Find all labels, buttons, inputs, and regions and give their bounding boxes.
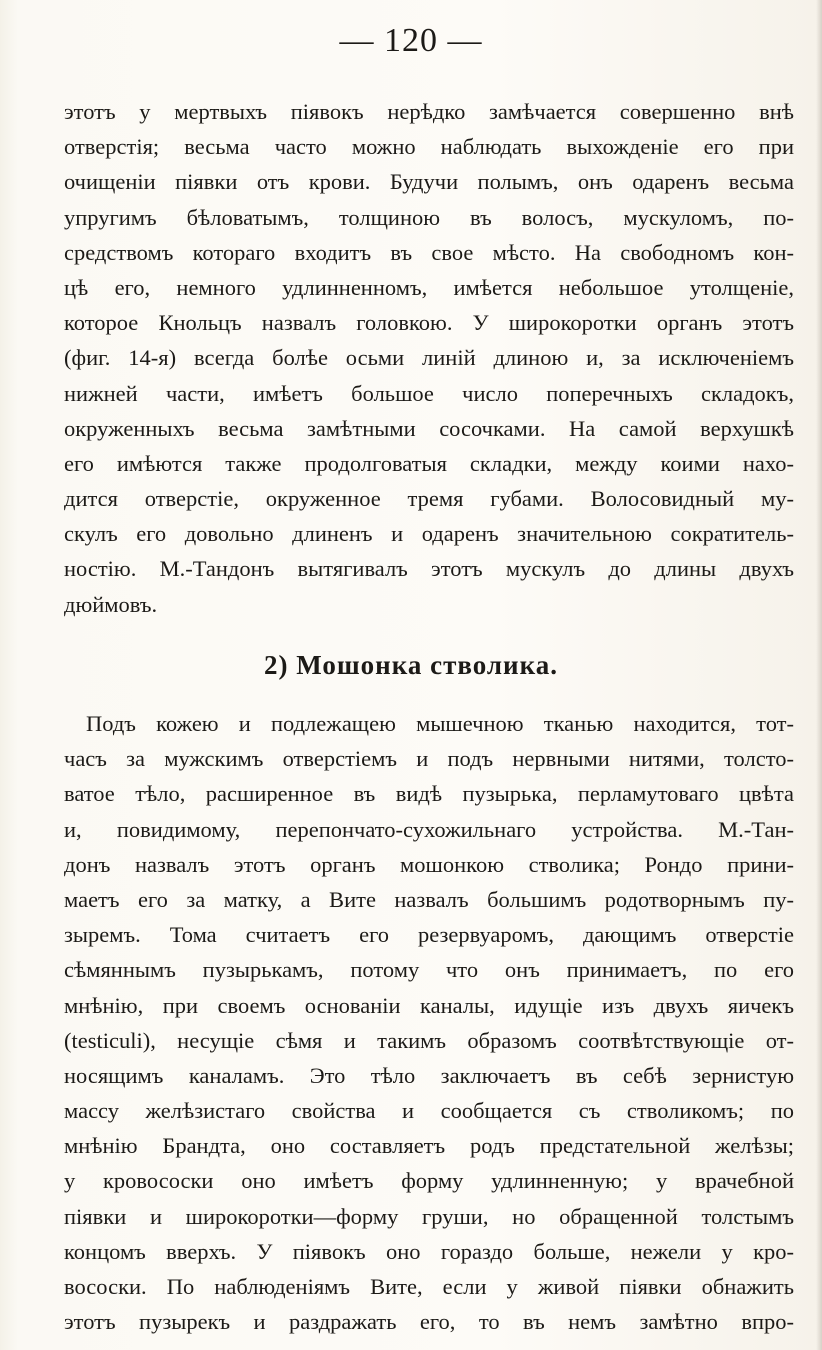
text-line: очищеніи піявки отъ крови. Будучи полымъ, онъ одаренъ весьма (64, 169, 794, 195)
text-line: ностію. М.-Тандонъ вытягивалъ этотъ мускулъ до длины двухъ (64, 556, 794, 582)
page-number-header: — 120 — (339, 22, 483, 59)
text-line: носящимъ каналамъ. Это тѣло заключаетъ въ себѣ зернистую (64, 1062, 794, 1088)
paragraph-1 (64, 94, 794, 622)
text-line: средствомъ котораго входитъ въ свое мѣсто. На свободномъ кон- (64, 239, 794, 265)
section-heading: 2) Мошонка стволика. (263, 650, 558, 680)
text-line: этотъ у мертвыхъ піявокъ нерѣдко замѣчается совершенно внѣ (64, 99, 794, 124)
text-line: (фиг. 14-я) всегда болѣе осьми линій длиною и, за исключеніемъ (64, 345, 794, 371)
text-line: этотъ пузырекъ и раздражать его, то въ немъ замѣтно впро- (64, 1309, 794, 1335)
text-line: которое Кнольцъ назвалъ головкою. У широкоротки органъ этотъ (64, 310, 794, 336)
text-line: его имѣются также продолговатыя складки, между коими нахо- (64, 450, 794, 476)
text-line: маетъ его за матку, а Вите назвалъ большимъ родотворнымъ пу- (64, 886, 794, 912)
text-line: дится отверстіе, окруженное тремя губами. Волосовидный му- (64, 486, 794, 512)
text-line: упругимъ бѣловатымъ, толщиною въ волосъ, мускуломъ, по- (64, 204, 794, 230)
text-line: сѣмяннымъ пузырькамъ, потому что онъ принимаетъ, по его (64, 957, 794, 983)
text-line: донъ назвалъ этотъ органъ мошонкою стволика; Рондо прини- (64, 851, 794, 877)
text-line: нижней части, имѣетъ большое число поперечныхъ складокъ, (64, 380, 794, 406)
text-line: піявки и широкоротки—форму груши, но обращенной толстымъ (64, 1203, 794, 1229)
text-line: цѣ его, немного удлинненномъ, имѣется небольшое утолщеніе, (64, 274, 794, 300)
text-line: окруженныхъ весьма замѣтными сосочками. На самой верхушкѣ (64, 415, 794, 441)
text-line: концомъ вверхъ. У піявокъ оно гораздо больше, нежели у кро- (64, 1238, 794, 1264)
text-line: скулъ его довольно длиненъ и одаренъ значительною сократитель- (64, 521, 794, 547)
text-line: зыремъ. Тома считаетъ его резервуаромъ, дающимъ отверстіе (64, 922, 794, 948)
text-line: (testiculi), несущіе сѣмя и такимъ образомъ соотвѣтствующіе от- (64, 1027, 794, 1053)
text-line: часъ за мужскимъ отверстіемъ и подъ нервными нитями, толсто- (64, 746, 794, 772)
text-line: и, повидимому, перепончато-сухожильнаго устройства. М.-Тан- (64, 816, 794, 842)
text-line: Подъ кожею и подлежащею мышечною тканью находится, тот- (86, 711, 794, 736)
text-line: массу желѣзистаго свойства и сообщается съ стволикомъ; по (64, 1098, 794, 1124)
text-line: мнѣнію Брандта, оно составляетъ родъ предстательной желѣзы; (64, 1133, 794, 1159)
paragraph-2 (64, 706, 794, 1339)
text-line: дюймовъ. (64, 591, 158, 617)
text-line: мнѣнію, при своемъ основаніи каналы, идущіе изъ двухъ яичекъ (64, 992, 794, 1018)
text-line: отверстія; весьма часто можно наблюдать выхожденіе его при (64, 134, 794, 160)
text-line: у кровососки оно имѣетъ форму удлинненную; у врачебной (64, 1168, 794, 1194)
text-line: ватое тѣло, расширенное въ видѣ пузырька, перламутоваго цвѣта (64, 781, 794, 807)
text-line: вососки. По наблюденіямъ Вите, если у живой піявки обнажить (64, 1274, 794, 1299)
